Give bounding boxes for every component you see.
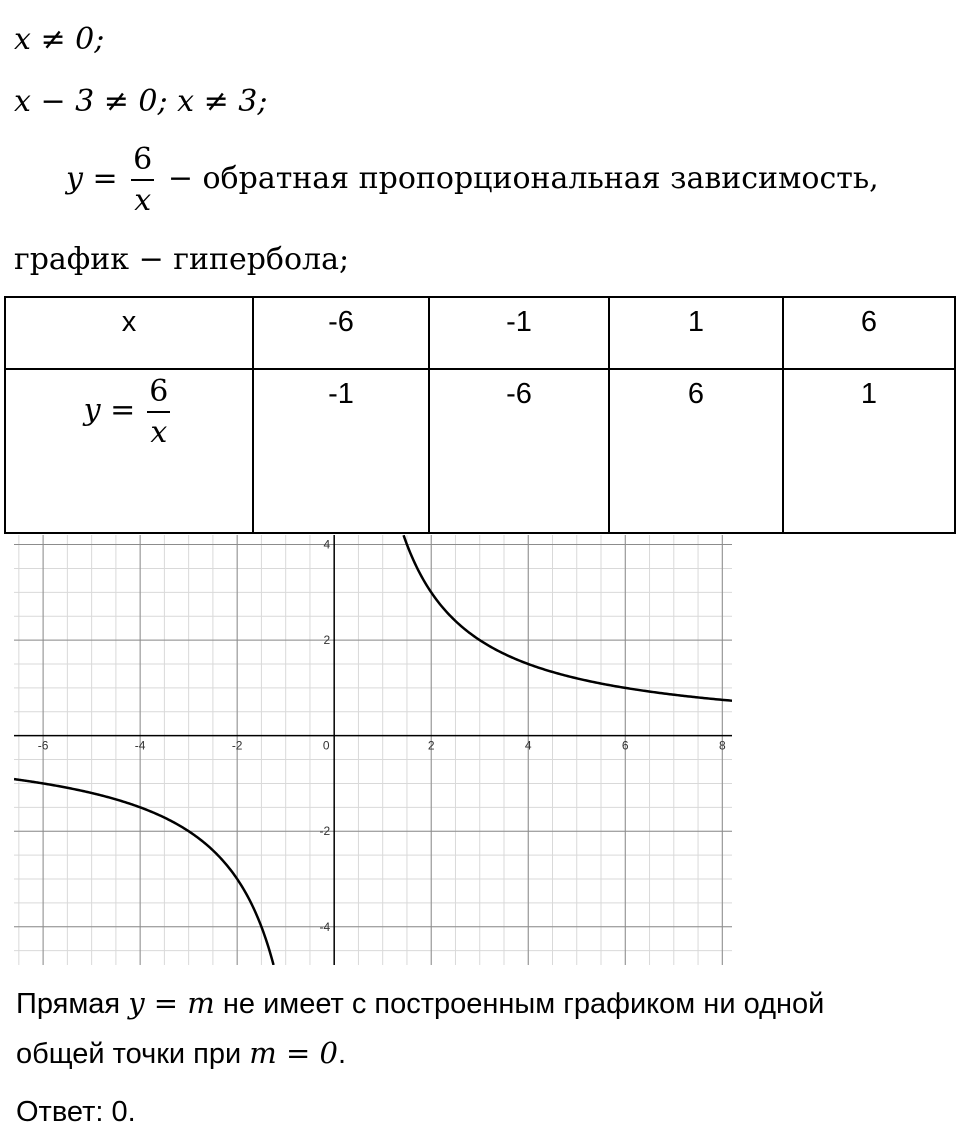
condition-x-not-three — [14, 84, 267, 119]
x-tick-label: -4 — [134, 738, 146, 753]
conclusion-math: y = m — [128, 986, 215, 1020]
x-tick-label: 2 — [427, 738, 435, 753]
conclusion-line-2 — [16, 1036, 346, 1071]
x-tick-label: -6 — [37, 738, 49, 753]
x-tick-label: -2 — [231, 738, 243, 753]
conclusion-text: . — [337, 1038, 347, 1070]
y-tick-label: -4 — [319, 919, 331, 934]
table-header-y — [5, 369, 253, 533]
values-table — [4, 296, 956, 534]
y-tick-label: 4 — [323, 537, 331, 552]
table-header-fraction — [147, 374, 170, 450]
y-tick-label: 2 — [323, 633, 331, 648]
y-tick-label: -2 — [319, 824, 331, 839]
table-row-y — [5, 369, 955, 533]
conclusion-text: общей точки при — [16, 1038, 242, 1070]
conclusion-text: не имеет с построенным графиком ни одной — [222, 988, 825, 1020]
table-cell: 6 — [783, 297, 955, 369]
conclusion-line-1 — [16, 986, 824, 1021]
fraction-numerator: 6 — [131, 142, 154, 181]
table-fraction-denominator: x — [150, 415, 168, 450]
table-cell: -6 — [253, 297, 429, 369]
table-cell: -1 — [253, 369, 429, 533]
condition-x-not-zero — [14, 22, 104, 57]
table-cell: -1 — [429, 297, 609, 369]
x-tick-label: 8 — [718, 738, 726, 753]
hyperbola-graph — [14, 535, 732, 965]
table-header-x: x — [5, 297, 253, 369]
table-cell: 6 — [609, 369, 783, 533]
function-fraction — [131, 142, 154, 218]
table-cell: -6 — [429, 369, 609, 533]
hyperbola-branch-right — [404, 535, 732, 701]
conclusion-math: m = 0 — [249, 1036, 338, 1070]
table-fraction-numerator: 6 — [147, 374, 170, 413]
x-tick-label: 4 — [524, 738, 532, 753]
table-row-x — [5, 297, 955, 369]
table-header-y-lhs: y = — [83, 392, 136, 428]
graph-caption: график − гипербола; — [14, 242, 350, 277]
fraction-denominator: x — [134, 183, 152, 218]
condition-text-2: x − 3 ≠ 0; x ≠ 3; — [14, 84, 268, 119]
function-definition — [66, 142, 879, 218]
condition-text-1: x ≠ 0; — [14, 22, 105, 57]
table-cell: 1 — [783, 369, 955, 533]
x-tick-label: 0 — [322, 738, 330, 753]
table-cell: 1 — [609, 297, 783, 369]
conclusion-text: Прямая — [16, 988, 121, 1020]
x-tick-label: 6 — [621, 738, 629, 753]
answer: Ответ: 0. — [16, 1096, 136, 1128]
function-description: − обратная пропорциональная зависимость, — [167, 161, 879, 196]
function-lhs: y = — [66, 161, 118, 196]
